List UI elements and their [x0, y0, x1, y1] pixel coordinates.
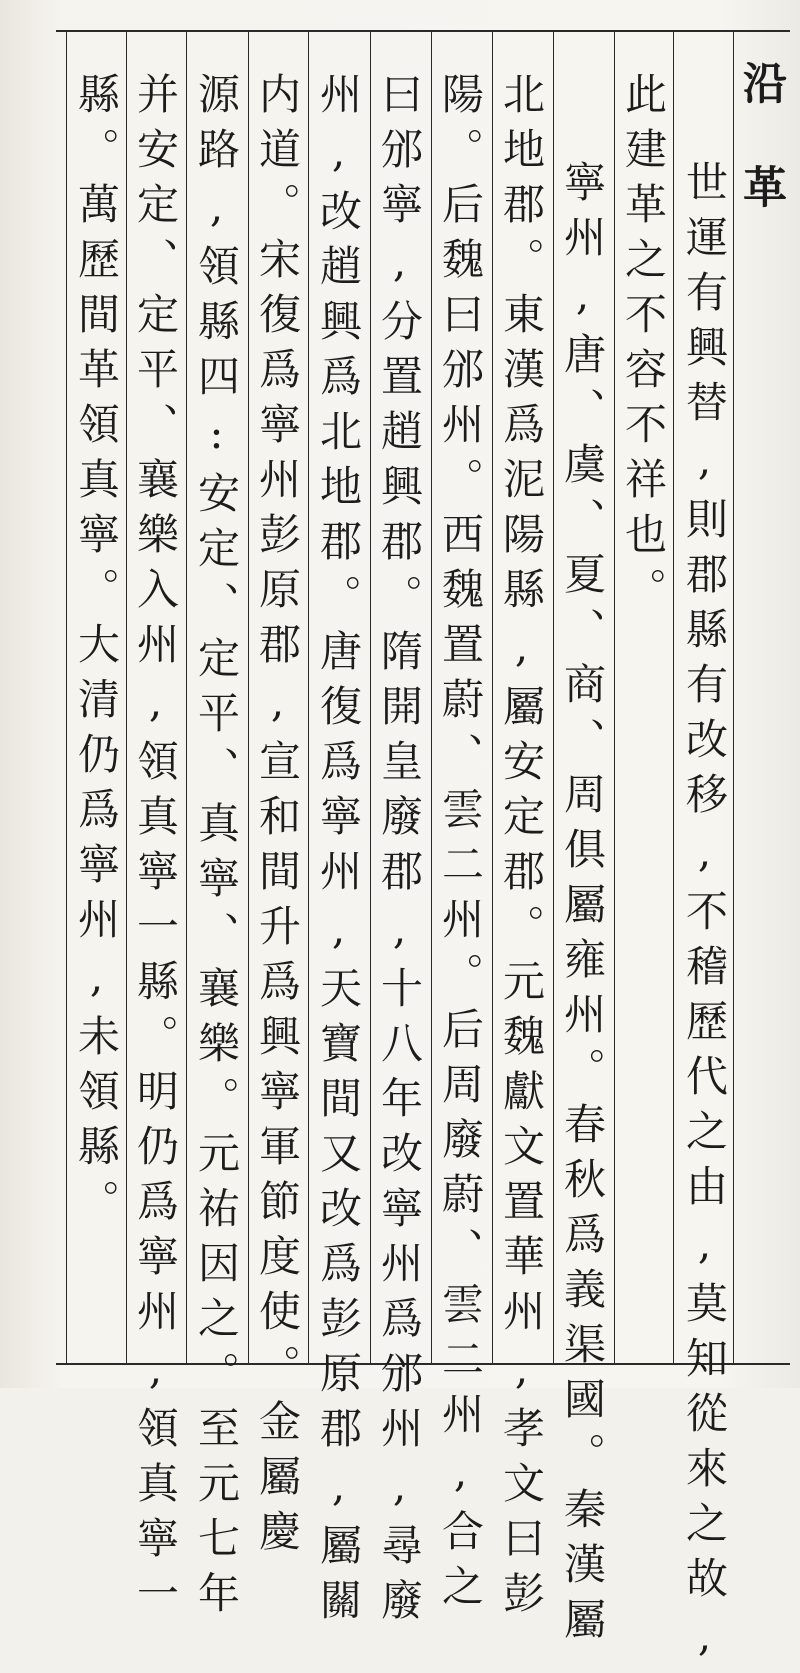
- text-column-9: 源路,領縣四:安定、定平、真寧、襄樂。元祐因之。至元七年: [192, 72, 241, 1626]
- column-rule: [370, 30, 371, 1365]
- text-column-5: 陽。后魏曰邠州。西魏置蔚、雲二州。后周廢蔚、雲二州,合之: [436, 72, 485, 1619]
- text-column-8: 内道。宋復爲寧州彭原郡,宣和間升爲興寧軍節度使。金屬慶: [253, 72, 302, 1564]
- column-rule: [308, 30, 309, 1365]
- column-rule: [186, 30, 187, 1365]
- column-rule: [431, 30, 432, 1365]
- text-column-1: 世運有興替,則郡縣有改移,不稽歷代之由,莫知從來之故,: [680, 160, 729, 1673]
- text-column-7: 州,改趙興爲北地郡。唐復爲寧州,天寶間又改爲彭原郡,屬關: [314, 72, 363, 1633]
- section-heading: 沿革: [735, 60, 786, 268]
- text-column-6: 曰邠寧,分置趙興郡。隋開皇廢郡,十八年改寧州爲邠州,尋廢: [375, 72, 424, 1633]
- text-column-3: 寧州,唐、虞、夏、商、周俱屬雍州。春秋爲義渠國。秦漢屬: [558, 160, 607, 1652]
- text-column-4: 北地郡。東漢爲泥陽縣,屬安定郡。元魏獻文置華州,孝文曰彭: [497, 72, 546, 1626]
- column-rule: [126, 30, 127, 1365]
- text-column-11: 縣。萬歷間革領真寧。大清仍爲寧州,未領縣。: [72, 72, 121, 1234]
- text-column-10: 并安定、定平、襄樂入州,領真寧一縣。明仍爲寧州,領真寧一: [131, 72, 180, 1626]
- column-rule: [733, 30, 734, 1365]
- column-rule: [66, 30, 67, 1365]
- column-rule: [553, 30, 554, 1365]
- column-rule: [673, 30, 674, 1365]
- text-column-2: 此建革之不容不祥也。: [619, 72, 668, 622]
- column-rule: [492, 30, 493, 1365]
- column-rule: [614, 30, 615, 1365]
- column-rule: [248, 30, 249, 1365]
